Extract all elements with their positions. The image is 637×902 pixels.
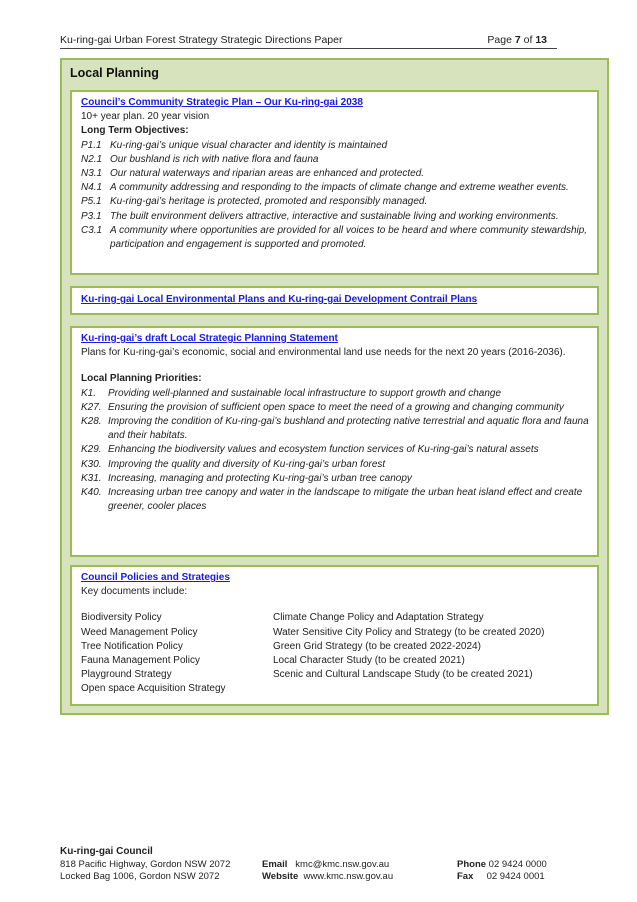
address-line-1: 818 Pacific Highway, Gordon NSW 2072: [60, 859, 231, 870]
policy-document: Scenic and Cultural Landscape Study (to be created 2021): [273, 669, 533, 681]
priority-item: [81, 458, 589, 472]
policies-link[interactable]: Council Policies and Strategies: [81, 572, 230, 583]
page-number: Page 7 of 13: [487, 34, 547, 46]
website-value: www.kmc.nsw.gov.au: [303, 871, 394, 883]
objective-item: [81, 139, 589, 153]
policy-document: Local Character Study (to be created 2021): [273, 655, 465, 667]
objective-item: [81, 195, 589, 209]
objective-item-text: A community addressing and responding to the impacts of climate change and extreme weather events.: [110, 182, 569, 194]
priorities-heading: Local Planning Priorities:: [81, 373, 202, 385]
lsps-link[interactable]: Ku-ring-gai’s draft Local Strategic Planning Statement: [81, 333, 338, 344]
objective-item-code: N3.1: [81, 168, 103, 180]
priority-item-code: K29.: [81, 444, 102, 456]
objective-item-code: P5.1: [81, 196, 102, 208]
priority-item: [81, 401, 589, 415]
priorities-list: [81, 387, 589, 515]
phone-value: 02 9424 0000: [488, 859, 547, 870]
section-title: Local Planning: [70, 66, 159, 80]
csp-subtitle: 10+ year plan. 20 year vision: [81, 111, 210, 123]
objective-item-text: Our natural waterways and riparian areas are enhanced and protected.: [110, 168, 425, 180]
priority-item-text: Improving the quality and diversity of Ku-ring-gai’s urban forest: [108, 458, 386, 470]
priority-item-text: Increasing urban tree canopy and water in the landscape to mitigate the urban heat island effect and create greener, cooler places: [108, 487, 583, 513]
objective-item: [81, 167, 589, 181]
policies-box: [70, 565, 599, 706]
priority-item-code: K31.: [81, 472, 102, 484]
lsps-description: Plans for Ku-ring-gai’s economic, social and environmental land use needs for the next 20 years (2016-2036).: [81, 347, 566, 359]
objective-item-code: N4.1: [81, 182, 103, 194]
objective-item-code: C3.1: [81, 224, 103, 236]
lsps-box: [70, 326, 599, 557]
priority-item-text: Providing well-planned and sustainable local infrastructure to support growth and change: [108, 387, 502, 399]
lep-box: [70, 286, 599, 315]
community-strategic-plan-box: [70, 90, 599, 275]
email-label: Email: [262, 859, 288, 870]
objective-item-text: Ku-ring-gai’s heritage is protected, promoted and responsibly managed.: [110, 196, 428, 208]
address-line-2: Locked Bag 1006, Gordon NSW 2072: [60, 871, 220, 883]
policy-document: Water Sensitive City Policy and Strategy (to be created 2020): [273, 626, 545, 638]
page-footer: [60, 846, 580, 883]
lep-link[interactable]: Ku-ring-gai Local Environmental Plans and Ku-ring-gai Development Contrail Plans: [81, 294, 478, 305]
document-title: Ku-ring-gai Urban Forest Strategy Strategic Directions Paper: [60, 34, 343, 46]
objective-item: [81, 210, 589, 224]
policy-document: Climate Change Policy and Adaptation Strategy: [273, 612, 484, 624]
policies-column-2: [273, 611, 583, 696]
policy-document: Playground Strategy: [81, 669, 172, 681]
local-planning-panel: [60, 58, 609, 715]
objective-item-code: N2.1: [81, 153, 103, 165]
objective-item-code: P1.1: [81, 139, 102, 151]
priority-item-text: Ensuring the provision of sufficient open space to meet the need of a growing and changing community: [108, 401, 564, 413]
objective-item-code: P3.1: [81, 210, 102, 222]
policy-document: Biodiversity Policy: [81, 612, 162, 624]
priority-item: [81, 443, 589, 457]
priority-item: [81, 472, 589, 486]
policy-document: Green Grid Strategy (to be created 2022-2024): [273, 640, 481, 652]
phone-label: Phone: [457, 859, 487, 870]
policy-document: Weed Management Policy: [81, 626, 198, 638]
objective-item-text: The built environment delivers attractive, interactive and sustainable living and working environments.: [110, 210, 559, 222]
objectives-heading: Long Term Objectives:: [81, 125, 189, 137]
priority-item-text: Increasing, managing and protecting Ku-ring-gai’s urban tree canopy: [108, 472, 412, 484]
priority-item-code: K1.: [81, 387, 97, 399]
priority-item: [81, 486, 589, 514]
objective-item: [81, 181, 589, 195]
page-header: [60, 33, 557, 49]
email-value: kmc@kmc.nsw.gov.au: [295, 859, 390, 870]
policy-document: Tree Notification Policy: [81, 640, 183, 652]
policies-column-1: [81, 611, 273, 696]
objective-item: [81, 224, 589, 252]
objective-item: [81, 153, 589, 167]
council-name: Ku-ring-gai Council: [60, 846, 153, 857]
priority-item: [81, 387, 589, 401]
objective-item-text: Our bushland is rich with native flora and fauna: [110, 153, 319, 165]
priority-item-code: K40.: [81, 487, 102, 499]
priority-item-text: Improving the condition of Ku-ring-gai’s bushland and protecting native terrestrial and aquatic flora and fauna and their habitats.: [108, 416, 589, 442]
priority-item-text: Enhancing the biodiversity values and ecosystem function services of Ku-ring-gai’s natural assets: [108, 444, 539, 456]
priority-item-code: K30.: [81, 458, 102, 470]
policies-intro: Key documents include:: [81, 586, 188, 598]
fax-label: Fax: [457, 871, 474, 883]
priority-item-code: K28.: [81, 416, 102, 428]
objectives-list: [81, 139, 589, 253]
csp-link[interactable]: Council’s Community Strategic Plan – Our Ku-ring-gai 2038: [81, 97, 363, 108]
policy-document: Fauna Management Policy: [81, 655, 200, 667]
priority-item-code: K27.: [81, 401, 102, 413]
website-label: Website: [262, 871, 299, 883]
objective-item-text: Ku-ring-gai’s unique visual character and identity is maintained: [110, 139, 388, 151]
priority-item: [81, 415, 589, 443]
objective-item-text: A community where opportunities are provided for all voices to be heard and where community stewardship, participation and engagement is supported and promoted.: [110, 224, 588, 251]
fax-value: 02 9424 0001: [486, 871, 545, 883]
policy-document: Open space Acquisition Strategy: [81, 683, 226, 695]
